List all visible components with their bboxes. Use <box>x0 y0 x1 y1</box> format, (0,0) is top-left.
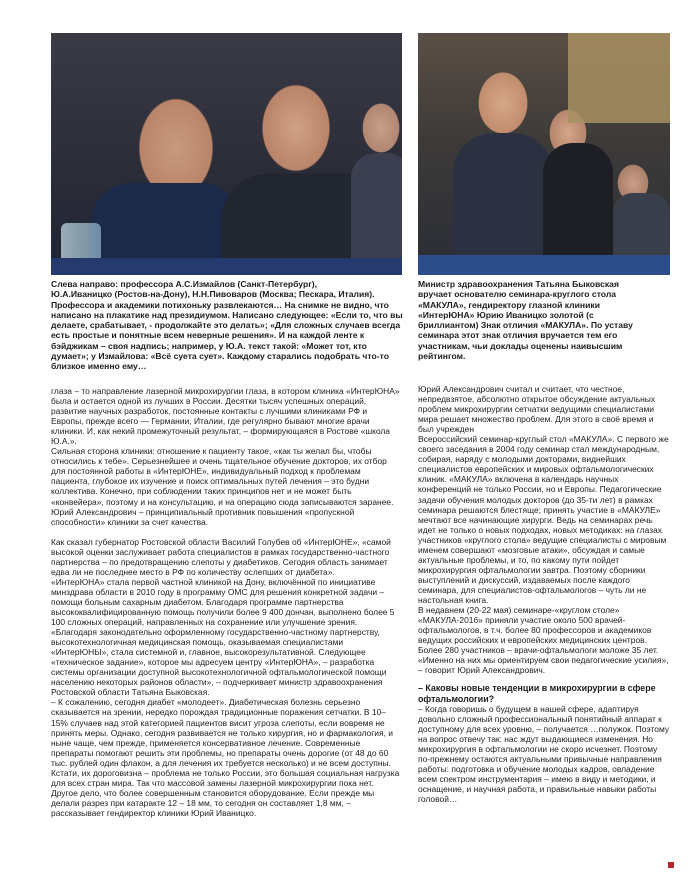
photo-award-ceremony <box>418 33 670 275</box>
article-paragraph: Юрий Александрович считал и считает, что честное, непредвзятое, абсолютно открытое обсуждение актуальных проблем микрохирургии сетчатки ведущими специалистами мира решает множество проблем. Для этого в своё время и был учрежден Всероссийский семинар-круглый стол «МАКУЛА». С первого же своего заседания в 2004 году семинар стал международным, собирая, наряду с молодыми докторами, виднейших специалистов европейских и мировых офтальмологических клиник. «МАКУЛА» включена в календарь научных конференций не только России, но и Европы. Педагогические задачи обучения молодых докторов (до 35-ти лет) в рамках семинара решаются блестяще; принять участие в «МАКУЛЕ» мечтают все начинающие хирурги. Ведь на семинарах речь идет не только о новых подходах, новых методиках: на глазах участников «круглого стола» ведущие специалисты с мировым именем совершают «мозговые атаки», обсуждая и самые актуальные проблемы, и то, по какому пути пойдет микрохирургия офтальмологии завтра. Поэтому сборники выступлений и дискуссий, издаваемых после каждого семинара, для специалистов-офтальмологов – чуть ли не настольная книга. В недавнем (20-22 мая) семинаре-«круглом столе» «МАКУЛА-2016» приняли участие около 500 врачей-офтальмологов, в т.ч. более 80 профессоров и академиков ведущих российских и европейских медицинских центров. Более 280 участников – врачи-офтальмологи моложе 35 лет. «Именно на них мы ориентируем свои педагогические усилия», – говорит Юрий Александрович. <box>418 384 669 676</box>
article-column-right <box>418 384 670 804</box>
article-paragraph: глаза – то направление лазерной микрохирургии глаза, в котором клиника «ИнтерЮНА» была и остается одной из лучших в России. Десятки тысяч успешных операций, развитие научных разработок, постоянные контакты с лучшими клиниками РФ и Европы, прежде всего — Германии, Италии, где регулярно бывают многие врачи клиники. И, как некий промежуточный результат, – формирующаяся в Ростове «школа Ю.А.». Сильная сторона клиники: отношение к пациенту такое, «как ты желал бы, чтобы относились к тебе». Серьезнейшее и очень тщательное обучение докторов, их отбор для постоянной работы в «ИнтерЮНЕ», индивидуальный подход к проблемам пациента, глубокое их изучение и поиск оптимальных путей лечения – это будни коллектива. Конечно, при соблюдении таких принципов нет и не может быть «конвейера», поэтому и на консультацию, и на операцию сюда записываются заранее. Юрий Александрович – принципиальный противник повышения «пропускной способности» клиники за счет качества. <box>51 386 400 527</box>
caption-left-text: Слева направо: профессора А.С.Измайлов (Санкт-Петербург), Ю.А.Иваницко (Ростов-на-Дону), Н.Н.Пивоваров (Москва; Пескара, Италия). Профессора и академики потихоньку развлекаются… На снимке не видно, что написано на плакатике над президиумом. Написано следующее: «Если то, что вы делаете, срабатывает, - продолжайте это делать»; «Для сложных случаев всегда есть простые и понятные всем неверные решения». И на каждой ленте к бэйджикам – своя надпись; например, у Ю.А. текст такой: «Может тот, кто думает»; у Измайлова: «Всё суета сует». Каждому старались подобрать что-то близкое именно ему… <box>51 279 403 372</box>
caption-left-photo <box>51 279 403 372</box>
man-right-background <box>351 153 402 275</box>
caption-right-photo <box>418 279 643 361</box>
section-heading: – Каковы новые тенденции в микрохирургии в сфере офтальмологии? <box>418 683 656 704</box>
article-column-left <box>51 386 401 818</box>
table-edge <box>51 258 402 275</box>
article-paragraph: Как сказал губернатор Ростовской области Василий Голубев об «ИнтерЮНЕ», «самой высокой оценки заслуживает работа специалистов в рамках государственно-частного партнерства – по предотвращению слепоты у диабетиков. Сегодня область занимает едва ли не последнее место в РФ по количеству ослепших от диабета». «ИнтерЮНА» стала первой частной клиникой на Дону, включённой по инициативе минздрава области в 2010 году в программу ОМС для решения конкретной задачи – помощи больным сахарным диабетом. Благодаря программе партнерства высококвалифицированную помощь получили более 9 400 дончан, выполнено более 5 100 сложных операций, направленных на сохранение или улучшение зрения. «Благодаря законодательно оформленному государственно-частному партнерству, высокотехнологичная медицинская помощь, оказываемая специалистами «ИнтерЮНЫ», стала системной и, главное, высокорезультативной. Следующее «техническое задание», которое мы адресуем центру «ИнтерЮНА», – разработка системы организации доступной высокотехнологичной офтальмологической помощи населению некоторых районов области», – подчеркивает министр здравоохранения Ростовской области Татьяна Быковская. – К сожалению, сегодня диабет «молодеет». Диабетическая болезнь серьезно сказывается на зрении, нередко порождая традиционные поражения сетчатки. В 10–15% случаев над этой категорией пациентов висит угроза слепоты, если вовремя не принять меры. Однако, сегодня развивается не только хирургия, но и фармакология, и ныне чаще, чем прежде, применяется консервативное лечение. Современные препараты помогают решить эти проблемы, но препараты очень дорогие (от 48 до 60 тыс. рублей один флакон, а для лечения их требуется несколько) и не всем доступны. Кстати, их дороговизна – проблема не только России, это большая социальная нагрузка для всех стран мира. Так что массовой замены лазерной микрохирургии пока нет. Другое дело, что более совершенным становится оборудование. Если прежде мы делали разрез при катаракте 12 – 18 мм, то сегодня он составляет 1,8 мм, – рассказывает гендиректор клиники Юрий Иваницко. <box>51 536 400 818</box>
man-with-award <box>453 133 553 275</box>
caption-right-text: Министр здравоохранения Татьяна Быковская вручает основателю семинара-круглого стола «МАКУЛА», гендиректору глазной клиники «ИнтерЮНА» Юрию Иваницко золотой (с бриллиантом) Знак отличия «МАКУЛА». По уставу семинара этот знак отличия вручается тем его участникам, чьи доклады оценены наивысшим рейтингом. <box>418 279 633 362</box>
poster-wall <box>568 33 670 123</box>
article-paragraph: – Когда говоришь о будущем в нашей сфере, адаптируя довольно сложный профессиональный понятийный аппарат к доступному для всех уровню, – получается …полужок. Поэтому на вопрос отвечу так: нас ждут выдающиеся изменения. Но микрохирургия в офтальмологии не скоро исчезнет. Поэтому по-прежнему остаются актуальными привычные направления работы: подготовка и обучение молодых кадров, овладение всем спектром инструментария – имею в виду и методики, и оснащение, и научная работа, и правильные навыки работы головой… <box>418 703 670 805</box>
table-edge-right <box>418 255 670 275</box>
photo-professors-at-table <box>51 33 402 275</box>
end-of-article-mark <box>668 862 674 868</box>
